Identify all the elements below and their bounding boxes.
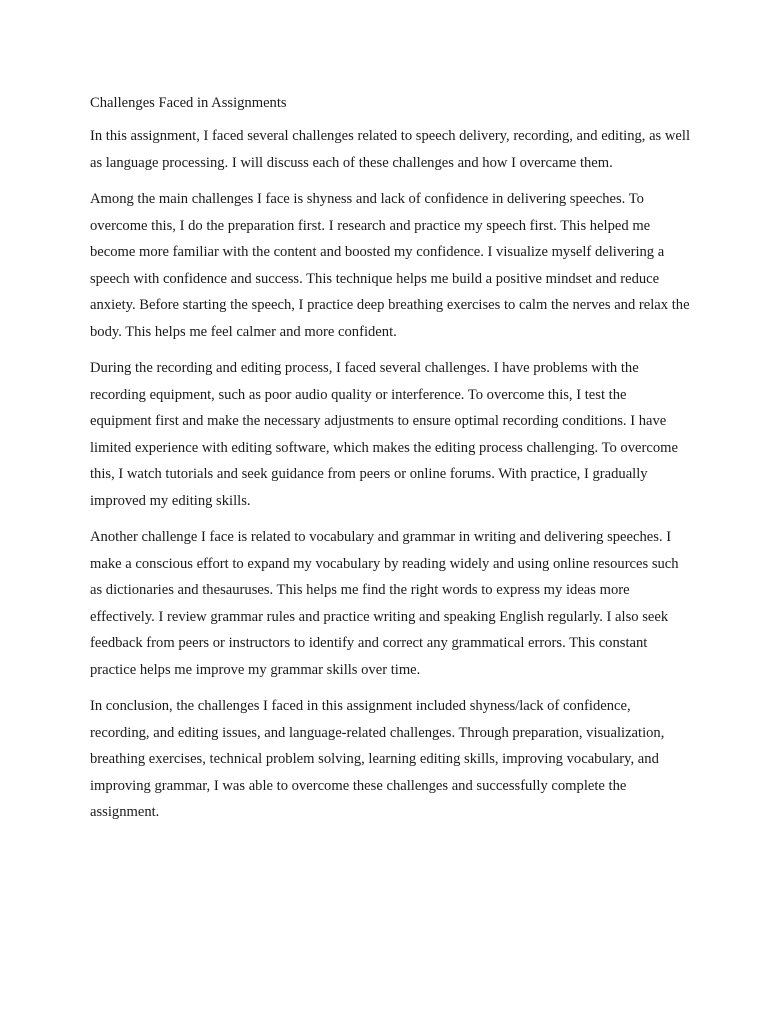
paragraph-vocabulary-grammar: Another challenge I face is related to vocabulary and grammar in writing and delivering speeches. I make a conscious effort to expand my vocabulary by reading widely and using online resources such as dictionaries and thesauruses. This helps me find the right words to express my ideas more effectively. I review grammar rules and practice writing and speaking English regularly. I also seek feedback from peers or instructors to identify and correct any grammatical errors. This constant practice helps me improve my grammar skills over time. [90,529,679,678]
paragraph-intro: In this assignment, I faced several challenges related to speech delivery, recording, and editing, as well as language processing. I will discuss each of these challenges and how I overcame them. [90,128,691,171]
document-body [90,93,690,836]
paragraph-confidence: Among the main challenges I face is shyness and lack of confidence in delivering speeches. To overcome this, I do the preparation first. I research and practice my speech first. This helped me become more familiar with the content and boosted my confidence. I visualize myself delivering a speech with confidence and success. This technique helps me build a positive mindset and reduce anxiety. Before starting the speech, I practice deep breathing exercises to calm the nerves and relax the body. This helps me feel calmer and more confident. [90,191,690,340]
paragraph-recording-editing: During the recording and editing process, I faced several challenges. I have problems with the recording equipment, such as poor audio quality or interference. To overcome this, I test the equipment first and make the necessary adjustments to ensure optimal recording conditions. I have limited experience with editing software, which makes the editing process challenging. To overcome this, I watch tutorials and seek guidance from peers or online forums. With practice, I gradually improved my editing skills. [90,360,678,509]
paragraph-conclusion: In conclusion, the challenges I faced in this assignment included shyness/lack of confidence, recording, and editing issues, and language-related challenges. Through preparation, visualization, breathing exercises, technical problem solving, learning editing skills, improving vocabulary, and improving grammar, I was able to overcome these challenges and successfully complete the assignment. [90,698,665,820]
document-title: Challenges Faced in Assignments [90,95,287,111]
